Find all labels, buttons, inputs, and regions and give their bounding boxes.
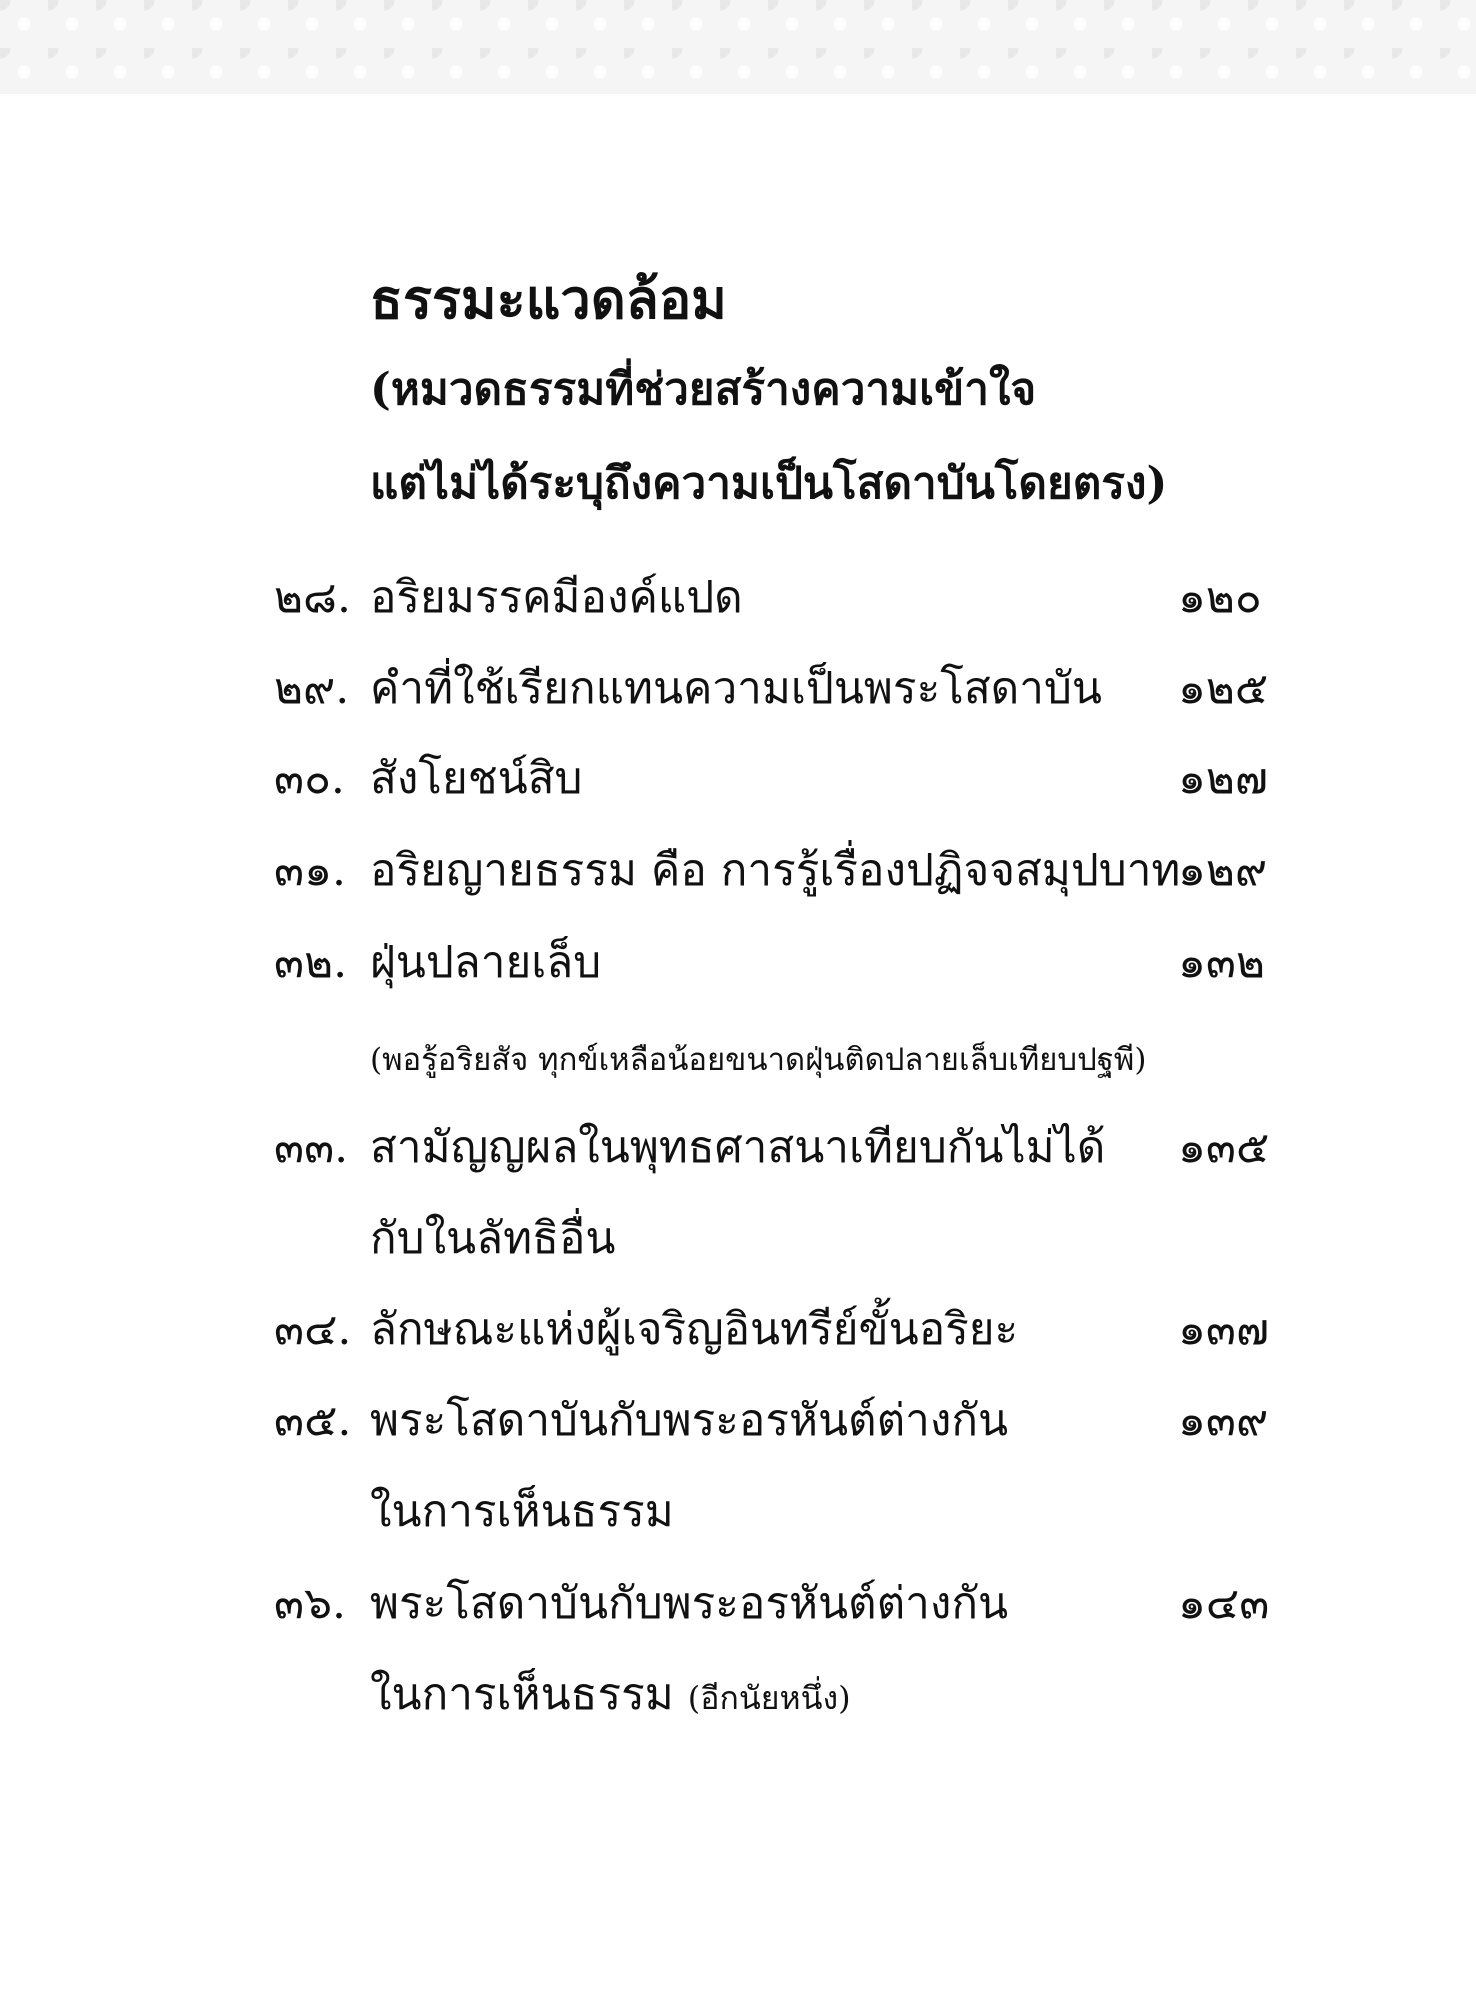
toc-entry-number: ๓๓. [274, 1122, 349, 1173]
toc-entry-32[interactable] [0, 933, 1476, 993]
toc-entry-number: ๒๙. [274, 663, 350, 714]
toc-entry-title-continuation: ในการเห็นธรรม [370, 1486, 674, 1537]
toc-entry-page: ๑๓๙ [1178, 1395, 1269, 1446]
toc-entry-29[interactable] [0, 659, 1476, 719]
toc-entry-page: ๑๓๕ [1178, 1122, 1270, 1173]
toc-entry-title: สามัญญผลในพุทธศาสนาเทียบกันไม่ได้ [370, 1122, 1106, 1173]
toc-entry-page: ๑๔๓ [1178, 1578, 1270, 1629]
toc-entry-page: ๑๒๗ [1178, 753, 1269, 804]
toc-entry-title: ลักษณะแห่งผู้เจริญอินทรีย์ขั้นอริยะ [370, 1304, 1019, 1355]
toc-entry-title: อริยมรรคมีองค์แปด [370, 572, 743, 623]
toc-entry-title-continuation: กับในลัทธิอื่น [370, 1213, 616, 1264]
toc-entry-33[interactable] [0, 1118, 1476, 1178]
toc-entry-34[interactable] [0, 1300, 1476, 1360]
toc-entry-title-continuation [370, 1665, 851, 1728]
toc-entry-title: สังโยชน์สิบ [370, 753, 583, 804]
toc-entry-note: (พอรู้อริยสัจ ทุกข์เหลือน้อยขนาดฝุ่นติดปลายเล็บเทียบปฐพี) [370, 1042, 1147, 1078]
toc-entry-title: พระโสดาบันกับพระอรหันต์ต่างกัน [370, 1578, 1009, 1629]
section-subtitle-line-2: แต่ไม่ได้ระบุถึงความเป็นโสดาบันโดยตรง) [370, 458, 1168, 509]
toc-entry-28[interactable] [0, 568, 1476, 628]
toc-entry-title: คำที่ใช้เรียกแทนความเป็นพระโสดาบัน [370, 663, 1102, 714]
decorative-header-band [0, 0, 1476, 94]
toc-entry-36[interactable] [0, 1574, 1476, 1634]
toc-entry-title-continuation-text: ในการเห็นธรรม [370, 1669, 674, 1720]
toc-entry-page: ๑๒๙ [1178, 845, 1268, 896]
toc-entry-title-qualifier: (อีกนัยหนึ่ง) [687, 1679, 851, 1717]
toc-entry-35[interactable] [0, 1391, 1476, 1451]
section-title: ธรรมะแวดล้อม [370, 267, 727, 331]
toc-entry-number: ๒๘. [274, 572, 351, 623]
toc-entry-page: ๑๒๕ [1178, 663, 1269, 714]
toc-entry-page: ๑๓๒ [1178, 937, 1266, 988]
toc-entry-title: อริยญายธรรม คือ การรู้เรื่องปฏิจจสมุปบาท [370, 845, 1181, 896]
toc-entry-number: ๓๑. [274, 845, 346, 896]
toc-entry-page: ๑๒๐ [1178, 572, 1262, 623]
section-subtitle-line-1: (หมวดธรรมที่ช่วยสร้างความเข้าใจ [370, 364, 1037, 415]
toc-entry-30[interactable] [0, 749, 1476, 809]
toc-entry-number: ๓๒. [274, 937, 348, 988]
toc-entry-number: ๓๖. [274, 1578, 346, 1629]
toc-entry-title: พระโสดาบันกับพระอรหันต์ต่างกัน [370, 1395, 1009, 1446]
toc-entry-31[interactable] [0, 841, 1476, 901]
toc-entry-title: ฝุ่นปลายเล็บ [370, 937, 602, 988]
toc-entry-number: ๓๕. [274, 1395, 352, 1446]
toc-entry-page: ๑๓๗ [1178, 1304, 1270, 1355]
toc-entry-number: ๓๐. [274, 753, 345, 804]
toc-entry-number: ๓๔. [274, 1304, 352, 1355]
